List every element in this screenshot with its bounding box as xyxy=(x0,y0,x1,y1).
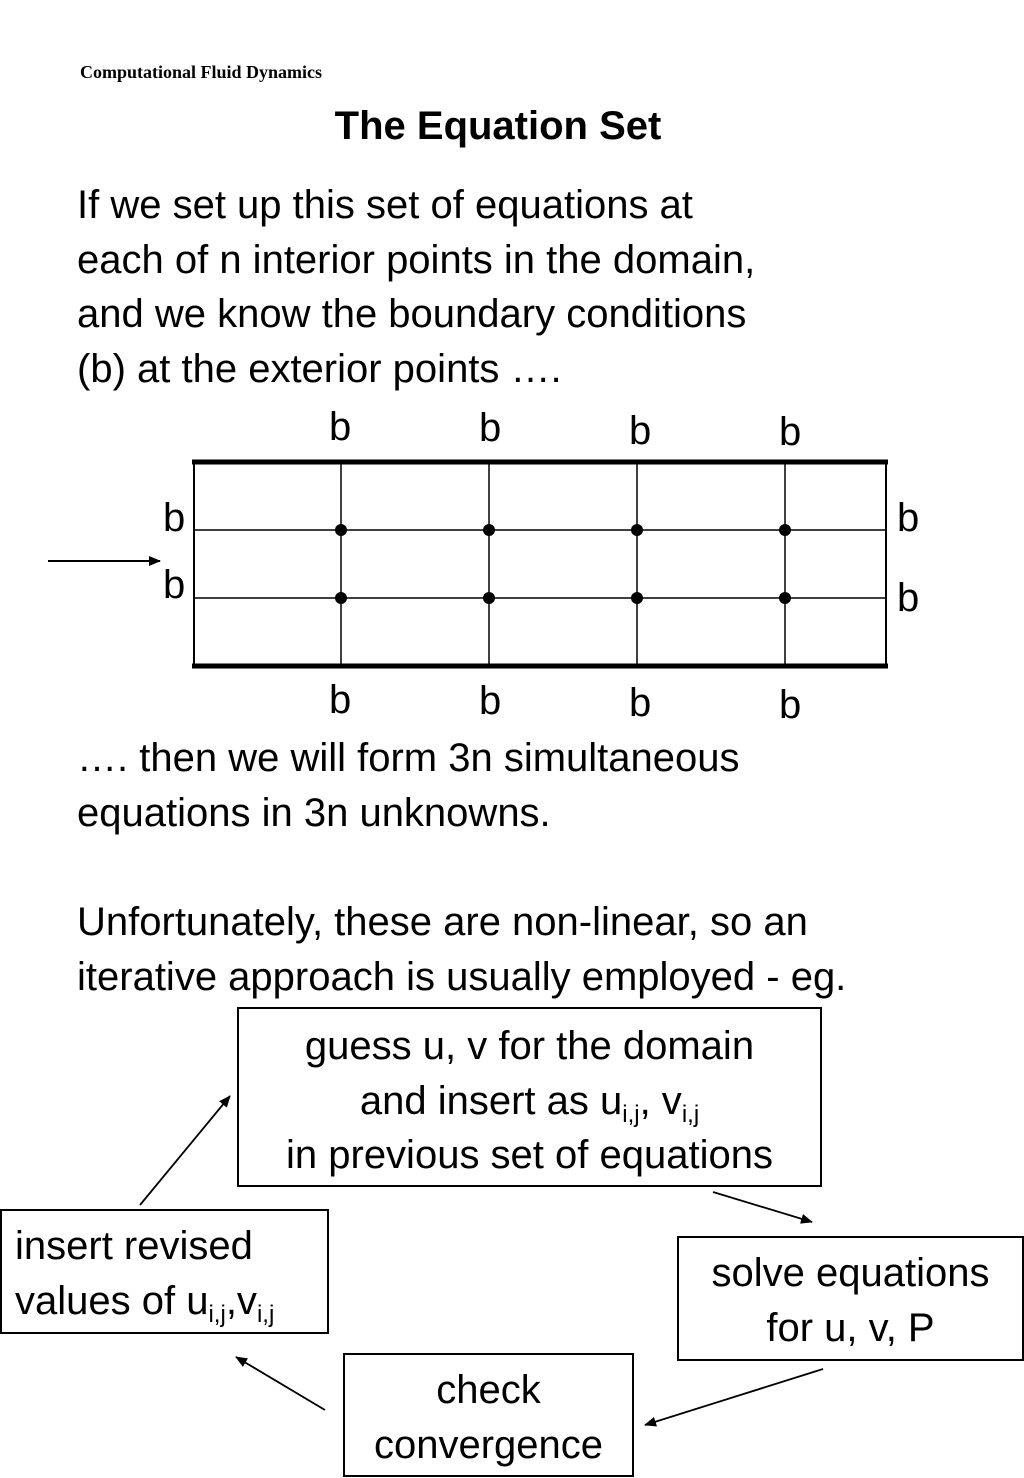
revise-box xyxy=(0,1209,329,1334)
boundary-label: b xyxy=(329,405,352,449)
solve-box xyxy=(677,1236,1024,1361)
interior-point xyxy=(631,524,643,536)
interior-point xyxy=(779,592,791,604)
course-header: Computational Fluid Dynamics xyxy=(80,62,323,82)
interior-point xyxy=(483,524,495,536)
interior-point xyxy=(335,524,347,536)
solve-line: solve equations xyxy=(711,1251,990,1295)
guess-line: guess u, v for the domain xyxy=(304,1024,755,1068)
boundary-label: b xyxy=(779,410,802,454)
check-line: convergence xyxy=(373,1422,604,1467)
boundary-label: b xyxy=(479,679,502,723)
boundary-label: b xyxy=(779,683,802,727)
intro-line: and we know the boundary conditions xyxy=(77,292,747,336)
guess-line: in previous set of equations xyxy=(286,1133,773,1177)
solve-line: for u, v, P xyxy=(766,1305,935,1350)
result-paragraph xyxy=(77,731,740,840)
check-line: check xyxy=(436,1368,541,1412)
arrow-revise-to-guess xyxy=(140,1096,230,1205)
interior-point xyxy=(335,592,347,604)
revise-line: insert revised xyxy=(15,1224,253,1268)
boundary-label: b xyxy=(479,406,502,450)
arrow-solve-to-check xyxy=(645,1369,823,1425)
boundary-label: b xyxy=(163,563,186,607)
intro-line: (b) at the exterior points …. xyxy=(77,346,562,391)
boundary-label: b xyxy=(629,681,652,725)
check-box xyxy=(343,1353,634,1477)
page-title: The Equation Set xyxy=(334,104,662,148)
interior-point xyxy=(779,524,791,536)
intro-line: If we set up this set of equations at xyxy=(77,183,693,227)
boundary-label: b xyxy=(329,678,352,722)
revise-line: values of $u_{i,j},v_{i,j}$ xyxy=(15,1278,275,1328)
iterative-line: Unfortunately, these are non-linear, so an xyxy=(77,900,808,944)
guess-box xyxy=(237,1007,822,1187)
intro-line: each of n interior points in the domain, xyxy=(77,237,756,282)
iterative-line: iterative approach is usually employed - eg. xyxy=(77,954,847,999)
guess-line: and insert as $u_{i,j}$, $v_{i,j}$ xyxy=(359,1078,700,1128)
boundary-label: b xyxy=(897,576,920,620)
iterative-paragraph xyxy=(77,895,846,1004)
boundary-label: b xyxy=(897,496,920,540)
interior-point xyxy=(631,592,643,604)
boundary-label: b xyxy=(163,496,186,540)
arrow-check-to-revise xyxy=(236,1357,325,1410)
result-line: equations in 3n unknowns. xyxy=(77,790,551,835)
arrow-guess-to-solve xyxy=(713,1192,812,1222)
boundary-label: b xyxy=(629,409,652,453)
interior-point xyxy=(483,592,495,604)
result-line: …. then we will form 3n simultaneous xyxy=(77,736,740,780)
